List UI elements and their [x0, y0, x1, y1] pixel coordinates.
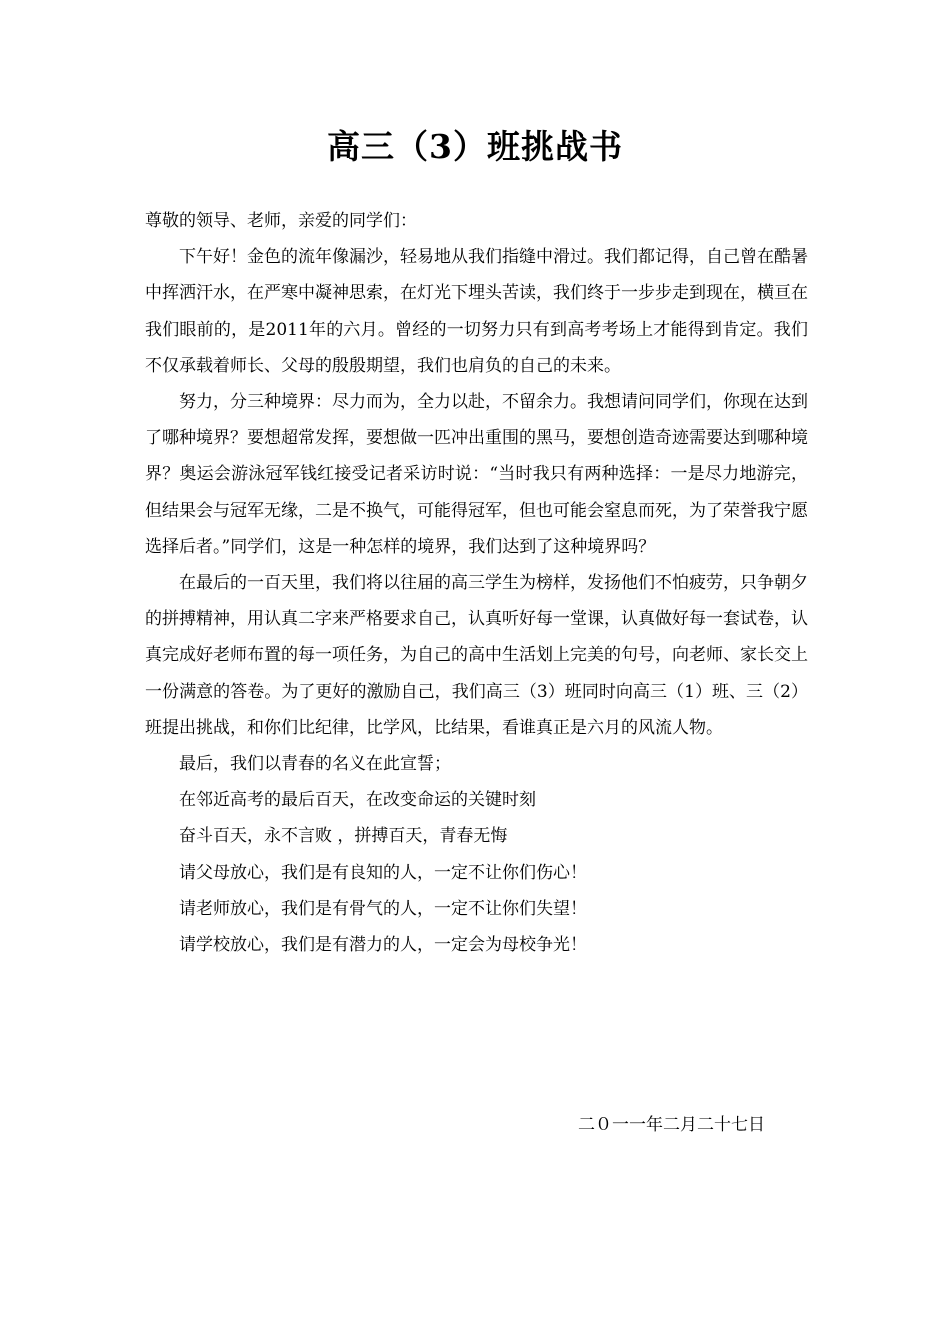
oath-line-4: 请老师放心，我们是有骨气的人，一定不让你们失望！	[179, 898, 587, 919]
document-body	[145, 203, 808, 963]
oath-line-1: 在邻近高考的最后百天，在改变命运的关键时刻	[179, 790, 536, 811]
greeting-line: 尊敬的领导、老师，亲爱的同学们：	[145, 211, 417, 231]
paragraph-opening: 下午好！金色的流年像漏沙，轻易地从我们指缝中滑过。我们都记得，自己曾在酷暑中挥洒汗水，在严寒中凝神思索，在灯光下埋头苦读，我们终于一步步走到现在，横亘在我们眼前的，是2011年的六月。曾经的一切努力只有到高考考场上才能得到肯定。我们不仅承载着师长、父母的殷殷期望，我们也肩负的自己的未来。	[145, 247, 808, 376]
paragraph-challenge: 在最后的一百天里，我们将以往届的高三学生为榜样，发扬他们不怕疲劳，只争朝夕的拼搏精神，用认真二字来严格要求自己，认真听好每一堂课，认真做好每一套试卷，认真完成好老师布置的每一项任务，为自己的高中生活划上完美的句号，向老师、家长交上一份满意的答卷。为了更好的激励自己，我们高三（3）班同时向高三（1）班、三（2）班提出挑战，和你们比纪律，比学风，比结果，看谁真正是六月的风流人物。	[145, 573, 808, 738]
document-title: 高三（3）班挑战书	[327, 127, 623, 166]
oath-line-5: 请学校放心，我们是有潜力的人，一定会为母校争光！	[179, 935, 587, 956]
document-date: 二０一一年二月二十七日	[578, 1115, 765, 1135]
oath-intro-line: 最后，我们以青春的名义在此宣誓；	[179, 754, 451, 775]
paragraph-effort: 努力，分三种境界：尽力而为，全力以赴，不留余力。我想请问同学们，你现在达到了哪种境界？要想超常发挥，要想做一匹冲出重围的黑马，要想创造奇迹需要达到哪种境界？奥运会游泳冠军钱红接受记者采访时说：“当时我只有两种选择：一是尽力地游完，但结果会与冠军无缘，二是不换气，可能得冠军，但也可能会窒息而死，为了荣誉我宁愿选择后者。”同学们，这是一种怎样的境界，我们达到了这种境界吗？	[145, 392, 808, 557]
oath-line-2: 奋斗百天，永不言败 ，拼搏百天，青春无悔	[179, 826, 508, 847]
oath-line-3: 请父母放心，我们是有良知的人，一定不让你们伤心！	[179, 862, 587, 883]
